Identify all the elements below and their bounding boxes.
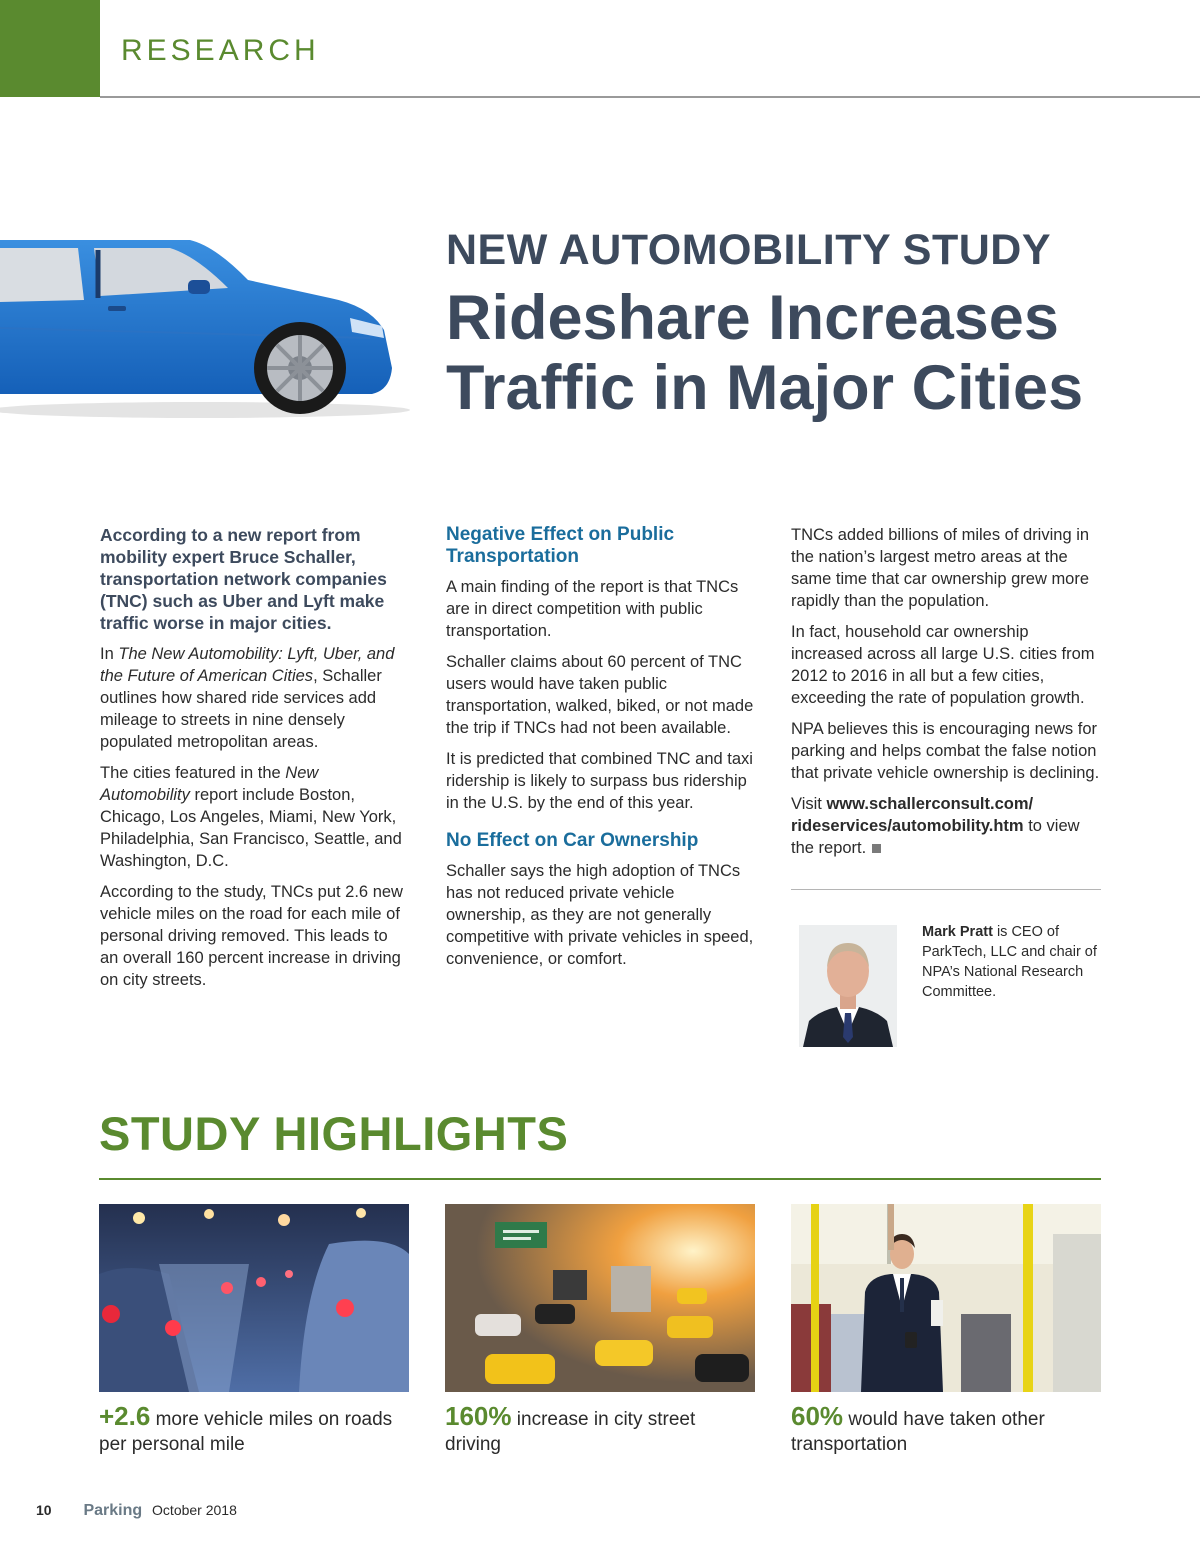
article-column-1 <box>100 524 410 1000</box>
article-paragraph: In The New Automobility: Lyft, Uber, and the Future of American Cities, Schaller outlines how shared ride services add mileage to streets in nine densely populated metropolitan areas. <box>100 645 395 751</box>
article-column-3 <box>791 524 1101 868</box>
article-kicker: NEW AUTOMOBILITY STUDY <box>446 226 1052 274</box>
headline-line-1: Rideshare Increases <box>446 283 1059 353</box>
stat-number: +2.6 <box>99 1401 151 1431</box>
article-paragraph: Schaller claims about 60 percent of TNC users would have taken public transportation, walked, biked, or not made the trip if TNCs had not been available. <box>446 653 754 737</box>
article-paragraph: The cities featured in the New Automobility report include Boston, Chicago, Los Angeles, Miami, New York, Philadelphia, San Francisco, Seattle, and Washington, D.C. <box>100 764 402 870</box>
stat-text: increase in city street driving <box>445 1409 696 1455</box>
city-street-traffic-photo <box>445 1204 755 1392</box>
traffic-jam-photo <box>99 1204 409 1392</box>
article-paragraph: A main finding of the report is that TNCs are in direct competition with public transportation. <box>446 578 739 640</box>
subhead-public-transportation: Negative Effect on Public Transportation <box>446 524 675 567</box>
highlight-stat-2 <box>445 1401 755 1457</box>
article-lead: According to a new report from mobility expert Bruce Schaller, transportation network companies (TNC) such as Uber and Lyft make traffic worse in major cities. <box>100 525 387 633</box>
article-paragraph: TNCs added billions of miles of driving in the nation’s largest metro areas at the same time that car ownership grew more rapidly than the population. <box>791 526 1090 610</box>
bio-divider <box>791 889 1101 890</box>
section-color-block <box>0 0 100 97</box>
stat-number: 60% <box>791 1401 844 1431</box>
article-paragraph: NPA believes this is encouraging news for parking and helps combat the false notion that private vehicle ownership is declining. <box>791 720 1100 782</box>
article-paragraph: In fact, household car ownership increased across all large U.S. cities from 2012 to 2016 in all but a few cities, exceeding the rate of population growth. <box>791 623 1095 707</box>
headline-line-2: Traffic in Major Cities <box>446 353 1084 423</box>
stat-text: would have taken other transportation <box>791 1409 1045 1455</box>
page-number: 10 <box>36 1502 52 1518</box>
train-commuter-photo <box>791 1204 1101 1392</box>
author-portrait <box>799 925 897 1047</box>
issue-date: October 2018 <box>152 1502 237 1518</box>
report-title-short: New Automobility <box>100 764 319 804</box>
report-title: The New Automobility: Lyft, Uber, and the Future of American Cities <box>100 645 395 685</box>
highlight-stat-3 <box>791 1401 1101 1457</box>
article-paragraph: Visit www.schallerconsult.com/ rideservices/automobility.htm to view the report. <box>791 795 1080 857</box>
page-footer <box>36 1502 237 1520</box>
section-label: RESEARCH <box>121 34 320 67</box>
stat-number: 160% <box>445 1401 512 1431</box>
article-paragraph: According to the study, TNCs put 2.6 new vehicle miles on the road for each mile of personal driving removed. This leads to an overall 160 percent increase in driving on city streets. <box>100 883 403 989</box>
article-paragraph: Schaller says the high adoption of TNCs has not reduced private vehicle ownership, as they are not generally competitive with private vehicles in speed, convenience, or comfort. <box>446 862 754 968</box>
author-bio: Mark Pratt is CEO of ParkTech, LLC and chair of NPA’s National Research Committee. <box>922 924 1097 1000</box>
end-mark-icon <box>872 844 881 853</box>
magazine-name: Parking <box>83 1502 143 1519</box>
stat-text: more vehicle miles on roads per personal mile <box>99 1409 393 1455</box>
article-paragraph: It is predicted that combined TNC and taxi ridership is likely to surpass bus ridership in the U.S. by the end of this year. <box>446 750 753 812</box>
highlights-title: STUDY HIGHLIGHTS <box>99 1107 569 1160</box>
subhead-car-ownership: No Effect on Car Ownership <box>446 830 699 851</box>
article-headline <box>446 283 1166 423</box>
blue-car-image <box>0 218 410 423</box>
highlight-stat-1 <box>99 1401 409 1457</box>
author-name: Mark Pratt <box>922 924 993 940</box>
header-rule <box>100 96 1200 98</box>
highlights-rule <box>99 1178 1101 1180</box>
report-link[interactable]: www.schallerconsult.com/ rideservices/automobility.htm <box>791 795 1034 835</box>
article-column-2 <box>446 524 756 979</box>
